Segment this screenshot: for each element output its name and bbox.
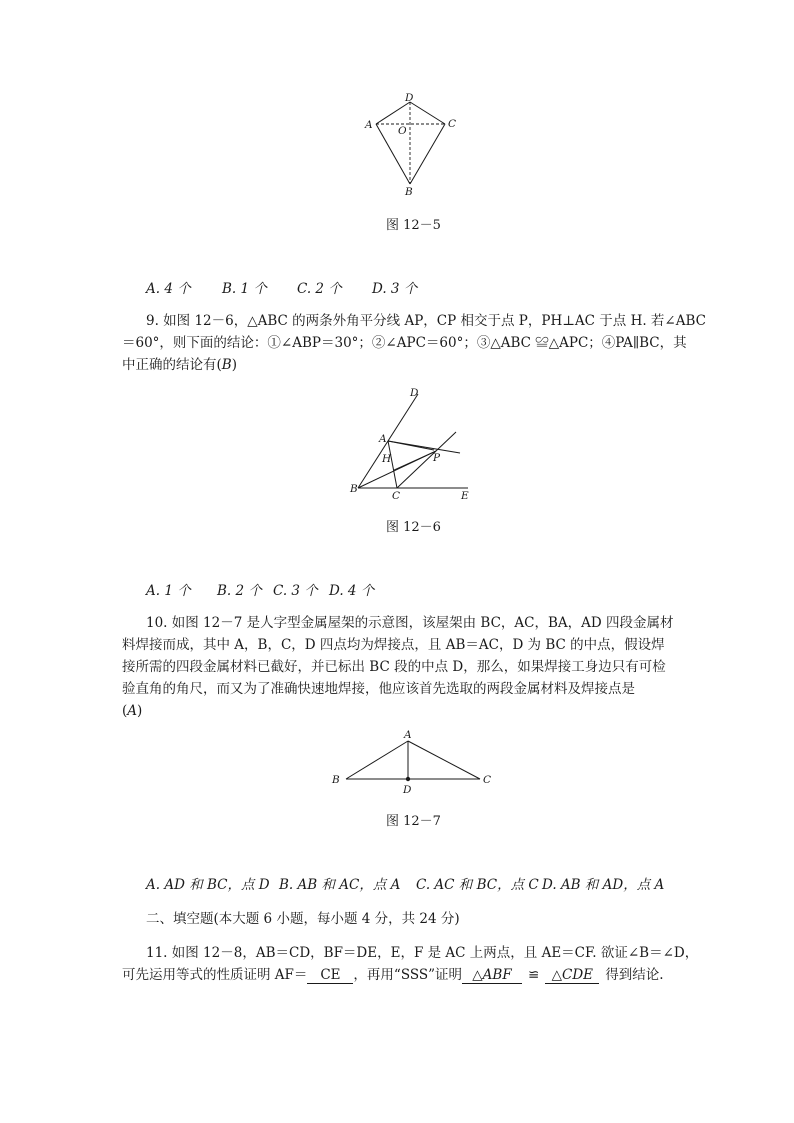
q9-option-d: D. 4 个: [329, 583, 375, 599]
fig7-label-a: A: [404, 729, 412, 741]
q10-option-a: A. AD 和 BC，点 D: [146, 877, 270, 893]
q8-option-d: D. 3 个: [372, 281, 418, 297]
q10-line-5-open: (: [122, 703, 128, 719]
q8-options: [146, 278, 676, 300]
figure-12-6-caption: 图 12－6: [386, 520, 441, 535]
q9-line-3-end: ): [231, 357, 237, 373]
q9-option-a: A. 1 个: [146, 583, 191, 599]
figure-12-5: [360, 92, 460, 202]
question-11: [146, 942, 699, 964]
fig6-label-e: E: [461, 490, 469, 502]
question-9: [146, 310, 706, 332]
figure-12-7-caption: 图 12－7: [386, 814, 441, 829]
fig7-label-c: C: [483, 774, 492, 786]
q8-option-a: A. 4 个: [146, 281, 191, 297]
q9-line-1: 9. 如图 12－6，△ABC 的两条外角平分线 AP，CP 相交于点 P，PH⊥AC 于点 H. 若∠ABC: [146, 313, 706, 329]
fig6-label-p: P: [433, 452, 441, 464]
q10-line-5: [122, 700, 682, 722]
figure-12-7: [326, 726, 496, 798]
q10-line-3: 接所需的四段金属材料已截好，并已标出 BC 段的中点 D，那么，如果焊接工身边只有可检: [122, 659, 666, 675]
q11-blank-1: CE: [307, 967, 353, 984]
q11-line-2-a: 可先运用等式的性质证明 AF＝: [122, 967, 308, 983]
section-2-title: 二、填空题(本大题 6 小题，每小题 4 分，共 24 分): [146, 911, 460, 927]
q11-congruent: ≌: [528, 967, 540, 983]
fig5-label-d: D: [405, 92, 414, 104]
fig6-label-d: D: [410, 387, 419, 399]
q11-line-1: 11. 如图 12－8，AB＝CD，BF＝DE，E，F 是 AC 上两点，且 AE＝CF. 欲证∠B＝∠D，: [146, 945, 699, 961]
q10-line-4: 验直角的角尺，而又为了准确快速地焊接，他应该首先选取的两段金属材料及焊接点是: [122, 681, 635, 697]
q11-line-2: [122, 964, 682, 986]
q11-blank-3: △CDE: [545, 967, 599, 984]
q10-line-5-close: ): [137, 703, 143, 719]
fig5-label-b: B: [405, 186, 413, 198]
q8-option-b: B. 1 个: [222, 281, 267, 297]
fig6-label-c: C: [392, 490, 401, 502]
fig5-label-a: A: [365, 119, 373, 131]
q9-line-3-text: 中正确的结论有(: [122, 357, 222, 373]
fig6-label-b: B: [350, 483, 358, 495]
q11-line-2-b: ，再用“SSS”证明: [353, 967, 462, 983]
q10-options: [146, 874, 676, 896]
figure-12-5-caption: 图 12－5: [386, 218, 441, 233]
q10-option-c: C. AC 和 BC，点 C: [416, 877, 539, 893]
fig5-label-c: C: [448, 118, 457, 130]
q9-option-c: C. 3 个: [273, 583, 318, 599]
q8-option-c: C. 2 个: [297, 281, 342, 297]
figure-12-6: [340, 380, 480, 505]
q10-option-b: B. AB 和 AC，点 A: [279, 877, 401, 893]
q9-line-3: [122, 354, 682, 376]
fig5-label-o: O: [398, 125, 407, 137]
fig6-label-a: A: [379, 433, 387, 445]
q10-line-2: 料焊接而成，其中 A，B，C，D 四点均为焊接点，且 AB＝AC，D 为 BC 的中点，假设焊: [122, 637, 665, 653]
q10-option-d: D. AB 和 AD，点 A: [542, 877, 665, 893]
q9-option-b: B. 2 个: [217, 583, 262, 599]
fig7-label-b: B: [332, 774, 340, 786]
fig7-label-d: D: [403, 784, 412, 796]
q9-line-2: ＝60°，则下面的结论：①∠ABP＝30°；②∠APC＝60°；③△ABC ≌△APC；④PA∥BC，其: [122, 335, 687, 351]
question-10-cont: [122, 634, 682, 722]
q9-options: [146, 580, 676, 602]
q10-answer: A: [127, 703, 138, 719]
question-10: [146, 612, 676, 634]
question-9-cont: [122, 332, 687, 376]
q11-line-2-c: 得到结论.: [605, 967, 664, 983]
fig6-label-h: H: [382, 453, 392, 465]
q10-line-1: 10. 如图 12－7 是人字型金属屋架的示意图，该屋架由 BC，AC，BA，AD 四段金属材: [146, 615, 674, 631]
q9-answer: B: [221, 357, 232, 373]
q11-blank-2: △ABF: [462, 967, 522, 984]
question-11-cont: [122, 964, 682, 986]
